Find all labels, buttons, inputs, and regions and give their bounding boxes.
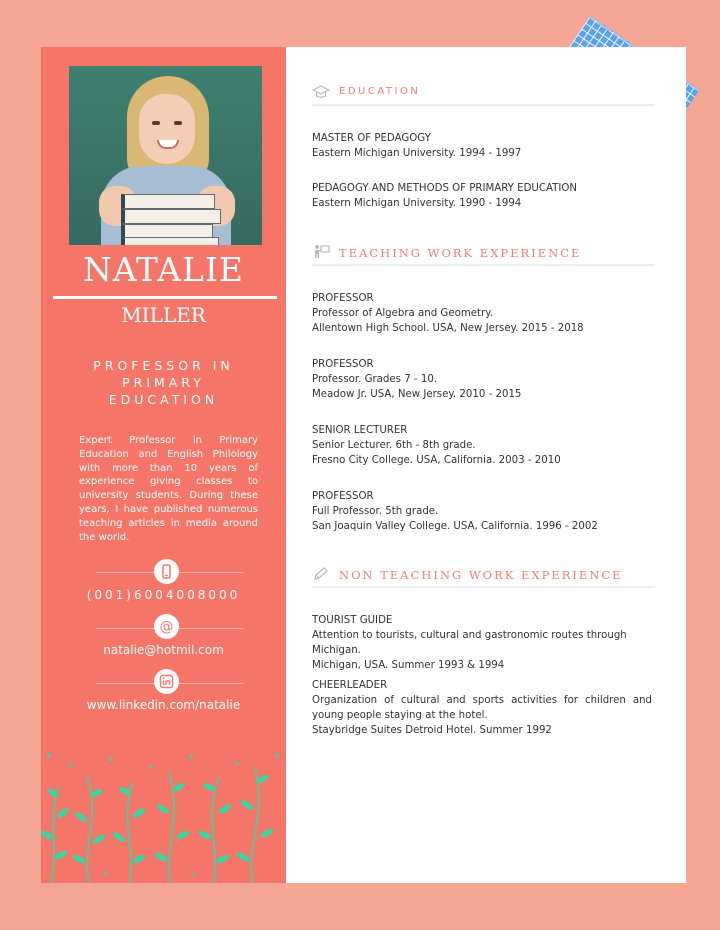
first-name: NATALIE xyxy=(83,250,244,289)
sidebar xyxy=(41,47,286,883)
entry-line: Professor of Algebra and Geometry. xyxy=(312,308,494,319)
main-content xyxy=(286,47,686,883)
profile-photo xyxy=(69,66,262,245)
linkedin-link[interactable]: www.linkedin.com/natalie xyxy=(86,698,241,712)
non-teaching-entry xyxy=(312,678,652,738)
education-section-header xyxy=(312,84,657,110)
section-rule xyxy=(312,586,655,588)
entry-line: Attention to tourists, cultural and gastronomic routes through Michigan. xyxy=(312,630,627,656)
entry-title: CHEERLEADER xyxy=(312,680,388,691)
teaching-section-header xyxy=(312,244,657,270)
name-divider xyxy=(53,296,277,299)
leaf-vines-decoration xyxy=(41,747,286,883)
education-entry xyxy=(312,181,652,211)
entry-title: PEDAGOGY AND METHODS OF PRIMARY EDUCATION xyxy=(312,183,578,194)
at-icon xyxy=(154,614,179,639)
section-rule xyxy=(312,264,655,266)
entry-line: San Joaquin Valley College. USA, California. 1996 - 2002 xyxy=(312,521,598,532)
education-entry xyxy=(312,131,652,161)
entry-title: TOURIST GUIDE xyxy=(312,615,393,626)
entry-title: PROFESSOR xyxy=(312,293,374,304)
teaching-entry xyxy=(312,291,652,336)
entry-title: MASTER OF PEDAGOGY xyxy=(312,133,431,144)
teacher-icon xyxy=(312,244,330,260)
section-title: TEACHING WORK EXPERIENCE xyxy=(339,246,582,260)
entry-title: SENIOR LECTURER xyxy=(312,425,408,436)
profile-summary: Expert Professor in Primary Education and English Philology with more than 10 years of experience giving classes to university students. During these years, I have published numerous teaching articles in media around the world. xyxy=(79,435,258,543)
entry-line: Organization of cultural and sports activities for children and young people staying at the hotel. xyxy=(312,695,652,721)
last-name: MILLER xyxy=(121,303,206,327)
entry-line: Professor. Grades 7 - 10. xyxy=(312,374,438,385)
teaching-entry xyxy=(312,357,652,402)
pencil-icon xyxy=(312,566,330,582)
entry-line: Michigan, USA. Summer 1993 & 1994 xyxy=(312,660,505,671)
resume-page xyxy=(41,47,686,883)
non-teaching-section-header xyxy=(312,566,657,592)
non-teaching-entry xyxy=(312,613,652,673)
svg-text:@: @ xyxy=(159,619,174,635)
phone-icon xyxy=(154,559,179,584)
section-title: EDUCATION xyxy=(339,86,421,97)
entry-title: PROFESSOR xyxy=(312,491,374,502)
entry-line: Fresno City College. USA, California. 2003 - 2010 xyxy=(312,455,561,466)
job-title: PROFESSOR IN PRIMARY EDUCATION xyxy=(93,358,234,407)
phone-number[interactable]: (001)6004008000 xyxy=(86,588,241,602)
entry-line: Staybridge Suites Detroid Hotel. Summer 1992 xyxy=(312,725,552,736)
email-link[interactable]: natalie@hotmil.com xyxy=(103,643,224,657)
section-rule xyxy=(312,104,655,106)
graduation-cap-icon xyxy=(312,84,330,100)
entry-line: Eastern Michigan University. 1990 - 1994 xyxy=(312,198,522,209)
teaching-entry xyxy=(312,489,652,534)
entry-line: Allentown High School. USA, New Jersey. 2015 - 2018 xyxy=(312,323,584,334)
entry-line: Meadow Jr. USA, New Jersey. 2010 - 2015 xyxy=(312,389,522,400)
linkedin-icon xyxy=(154,669,179,694)
entry-title: PROFESSOR xyxy=(312,359,374,370)
entry-line: Full Professor. 5th grade. xyxy=(312,506,439,517)
entry-line: Eastern Michigan University. 1994 - 1997 xyxy=(312,148,522,159)
teaching-entry xyxy=(312,423,652,468)
entry-line: Senior Lecturer. 6th - 8th grade. xyxy=(312,440,476,451)
section-title: NON TEACHING WORK EXPERIENCE xyxy=(339,568,623,582)
